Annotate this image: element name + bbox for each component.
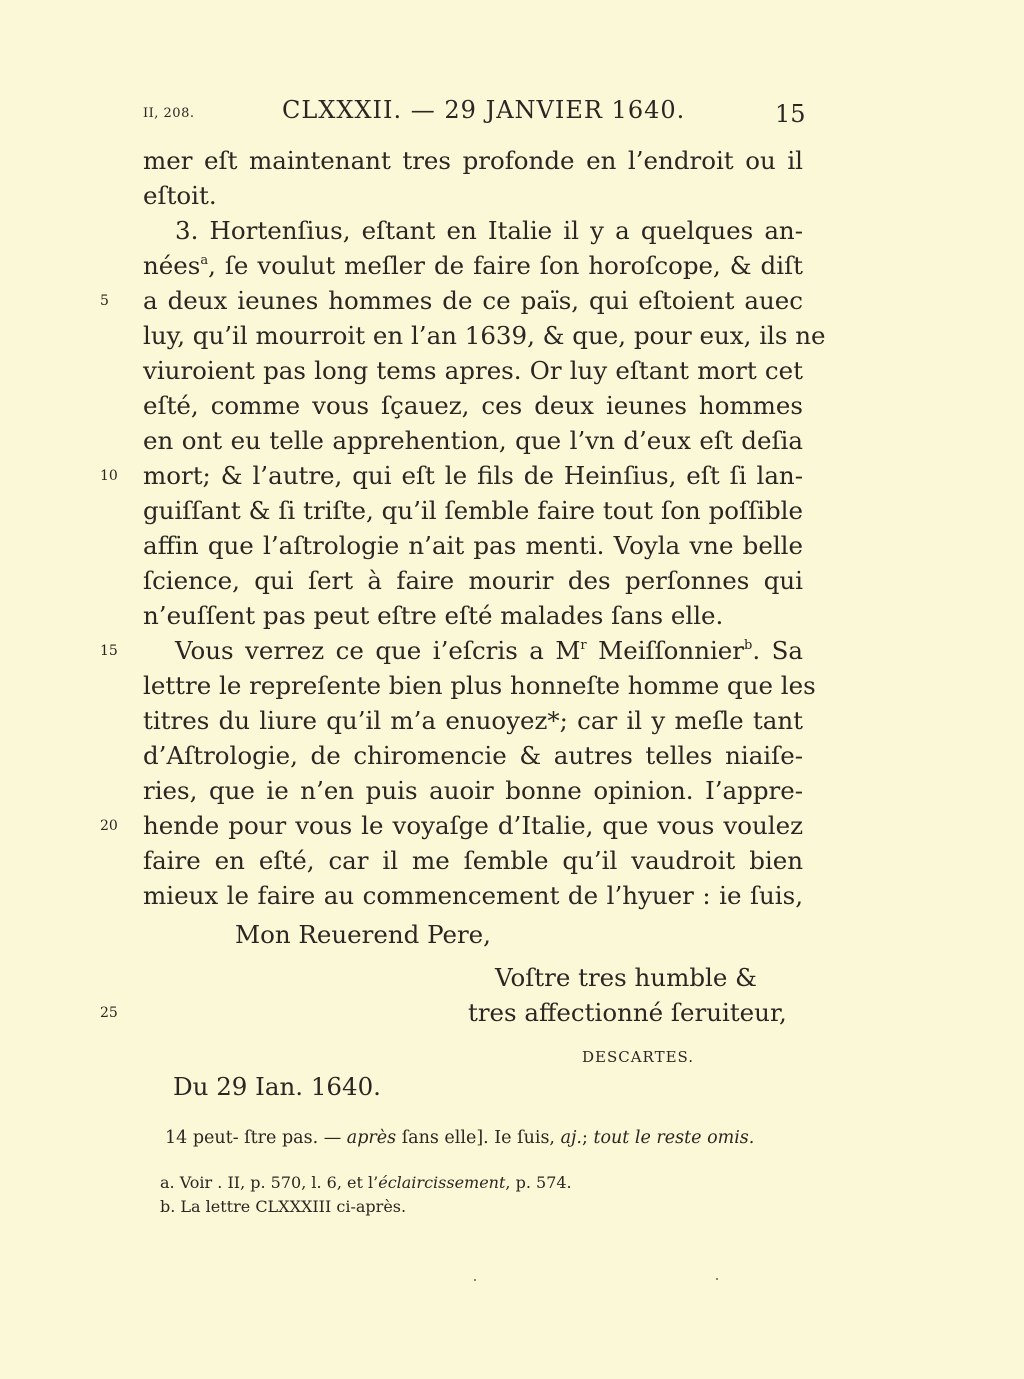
note-text: aj.	[560, 1128, 582, 1148]
footnote-marker-b[interactable]: b	[744, 638, 753, 653]
text-line: mer eſt maintenant tres profonde en l’endroit ou il	[143, 146, 803, 175]
footnote-b: b. La lettre CLXXXIII ci-après.	[160, 1197, 407, 1216]
text-line: affin que l’aſtrologie n’ait pas menti. Voyla vne belle	[143, 531, 803, 560]
volume-reference: II, 208.	[143, 106, 195, 121]
line-number: 5	[100, 293, 109, 309]
text-line	[175, 634, 803, 668]
letter-date: Du 29 Ian. 1640.	[173, 1072, 381, 1101]
note-text: a. Voir . II, p. 570, l. 6, et l’	[160, 1173, 379, 1192]
text-line: eſté, comme vous ſçauez, ces deux ieunes hommes	[143, 391, 803, 420]
line-number: 10	[100, 468, 118, 484]
note-text: ;	[582, 1128, 594, 1148]
text-line: viuroient pas long tems apres. Or luy eſtant mort cet	[143, 356, 803, 385]
note-text: tout le reste omis.	[593, 1128, 755, 1148]
text-line: guiſſant & ſi triſte, qu’il ſemble faire tout ſon poſſible	[143, 496, 803, 525]
text-line	[143, 249, 803, 283]
text-line: ſcience, qui ſert à faire mourir des perſonnes qui	[143, 566, 803, 595]
text-line: hende pour vous le voyaſge d’Italie, que vous voulez	[143, 811, 803, 840]
page-number: 15	[775, 100, 806, 128]
variant-note	[165, 1128, 754, 1148]
text-line: n’euſſent pas peut eſtre eſté malades ſans elle.	[143, 601, 724, 630]
text-line: d’Aſtrologie, de chiromencie & autres telles niaiſe-	[143, 741, 803, 770]
note-text: ſans elle]. Ie ſuis,	[396, 1128, 561, 1148]
text-line: lettre le repreſente bien plus honneſte homme que les	[143, 671, 816, 700]
text-line: mort; & l’autre, qui eſt le fils de Heinſius, eſt ſi lan-	[143, 461, 803, 490]
text-line: ries, que ie n’en puis auoir bonne opinion. I’appre-	[143, 776, 803, 805]
text-line: 3. Hortenſius, eſtant en Italie il y a quelques an-	[175, 216, 803, 245]
text-fragment: , ſe voulut meſler de faire ſon horoſcope, & diſt	[208, 251, 803, 280]
note-text: après	[346, 1128, 397, 1148]
text-fragment: nées	[143, 251, 201, 280]
print-speck	[716, 1278, 718, 1280]
note-text: éclaircissement	[378, 1173, 506, 1192]
text-line: en ont eu telle apprehention, que l’vn d’eux eſt deſia	[143, 426, 803, 455]
line-number: 20	[100, 818, 118, 834]
line-number: 25	[100, 1005, 118, 1021]
print-speck	[474, 1279, 476, 1281]
text-fragment: Vous verrez ce que i’eſcris a M	[175, 636, 581, 665]
note-text: , p. 574.	[505, 1173, 572, 1192]
text-line: mieux le faire au commencement de l’hyuer : ie ſuis,	[143, 881, 803, 910]
note-text: 14 peut- ſtre pas. —	[165, 1128, 347, 1148]
text-line: titres du liure qu’il m’a enuoyez*; car il y meſle tant	[143, 706, 803, 735]
footnote-marker-a[interactable]: a	[200, 253, 209, 268]
signature: DESCARTES.	[582, 1048, 695, 1066]
text-line: faire en eſté, car il me ſemble qu’il vaudroit bien	[143, 846, 803, 875]
superscript-r: r	[580, 638, 587, 653]
salutation: Mon Reuerend Pere,	[235, 920, 491, 949]
closing-line: tres affectionné ſeruiteur,	[468, 998, 787, 1027]
letter-heading: CLXXXII. — 29 JANVIER 1640.	[282, 96, 686, 124]
text-fragment: . Sa	[752, 636, 804, 665]
line-number: 15	[100, 643, 118, 659]
text-fragment: Meiſſonnier	[586, 636, 745, 665]
text-line: a deux ieunes hommes de ce païs, qui eſtoient auec	[143, 286, 803, 315]
text-line: luy, qu’il mourroit en l’an 1639, & que, pour eux, ils ne	[143, 321, 826, 350]
closing-line: Voſtre tres humble &	[495, 963, 757, 992]
text-line: eſtoit.	[143, 181, 217, 210]
footnote-a	[160, 1173, 572, 1192]
